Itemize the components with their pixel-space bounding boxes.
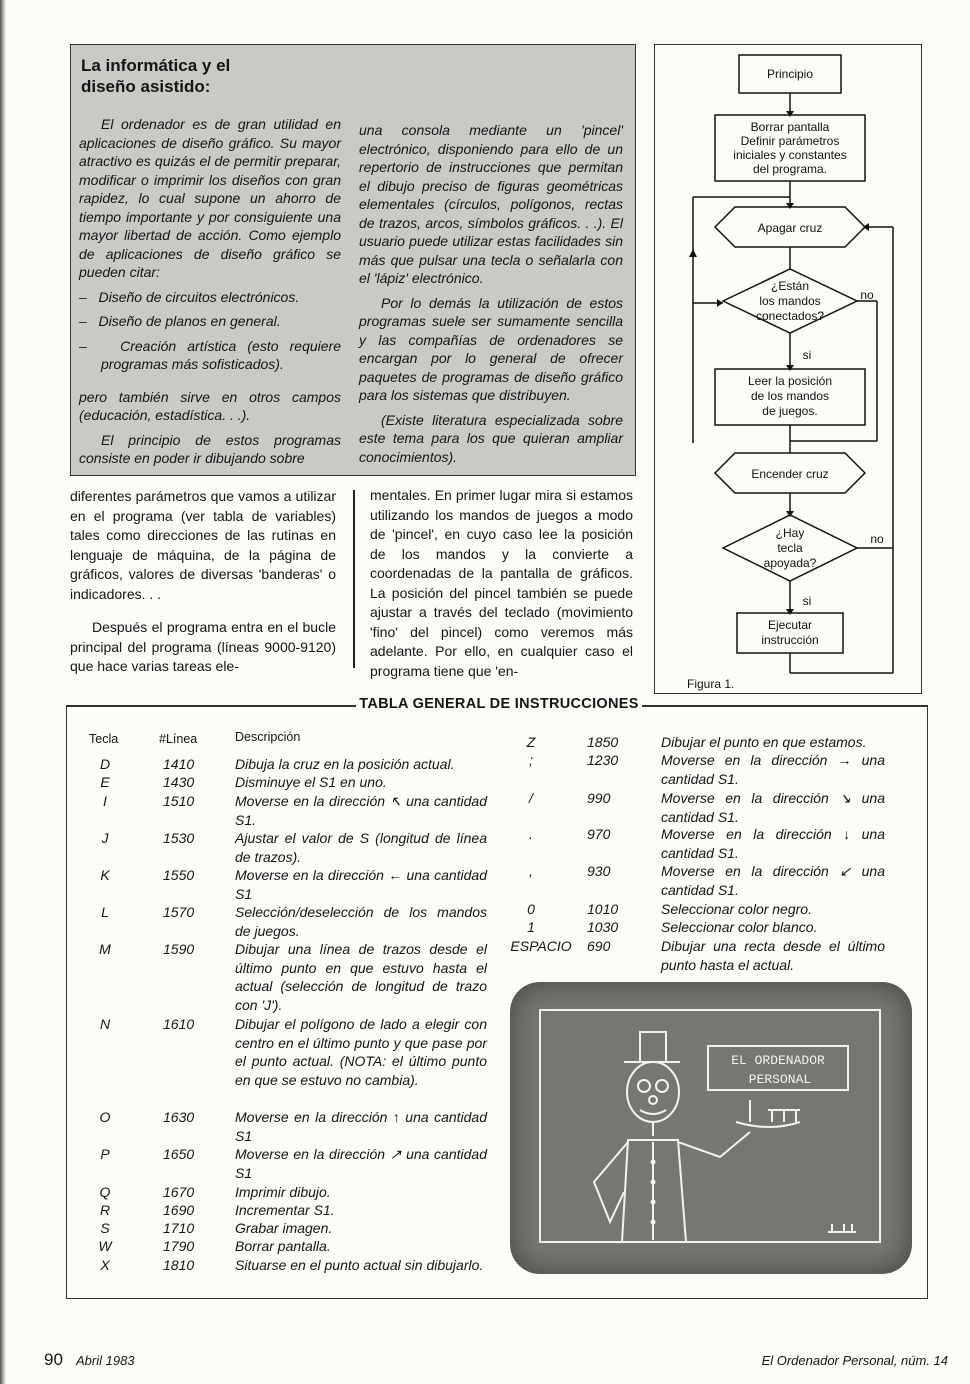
flow-yes-label: si: [802, 594, 812, 608]
sidebar-title: La informática y el diseño asistido:: [81, 56, 231, 96]
row-key: 1: [527, 919, 535, 935]
row-key: .: [529, 826, 533, 842]
body-paragraph: Después el programa entra en el bucle principal del programa (líneas 9000-9120) que hace varias tareas ele-: [70, 619, 336, 674]
row-key: Q: [99, 1184, 111, 1200]
row-key: ,: [529, 863, 533, 879]
row-key: S: [100, 1220, 110, 1236]
flow-yes-label: si: [802, 348, 812, 362]
body-paragraph: diferentes parámetros que vamos a utilizar en el programa (ver tabla de variables) tales como direcciones de las rutinas en lenguaje de máquina, de la página de gráficos, valores de diversas 'banderas' o indicadores. . .: [70, 488, 336, 602]
screen-sign-text: EL ORDENADOR: [731, 1053, 825, 1068]
issue-date: Abril 1983: [76, 1353, 135, 1368]
row-key: ;: [529, 752, 533, 768]
row-line: 1630: [163, 1109, 195, 1125]
flow-decision-2-label: tecla: [777, 541, 803, 555]
body-paragraph: mentales. En primer lugar mira si estamos utilizando los mandos de juegos a modo de 'pincel', en cuyo caso lee la posición de los mandos y la convierte a coordenadas de la pantalla de gráficos. La posición del pincel también se puede ajustar a través del teclado (movimiento 'fino' del pincel) como veremos más adelante. Por ello, en cualquier caso el programa tiene que 'en-: [370, 487, 633, 679]
row-key: L: [101, 904, 109, 920]
sidebar-list-item: – Diseño de circuitos electrónicos.: [79, 288, 300, 305]
row-line: 1650: [163, 1146, 195, 1162]
row-key: O: [99, 1109, 111, 1125]
row-line: 1230: [587, 752, 619, 768]
flow-cross-on-label: Encender cruz: [751, 467, 829, 481]
flow-decision-2-label: ¿Hay: [775, 526, 805, 540]
sidebar-paragraph: una consola mediante un 'pincel' electrónico, disponiendo para ello de un repertorio de instrucciones que permitan el dibujo preciso de figuras geométricas elementales (círculos, polígonos, rectas de trazos, arcos, símbolos gráficos. . .). El usuario puede utilizar estas facilidades sin más que pulsar una tecla o señalarla con el 'lápiz' electrónico.: [359, 122, 623, 286]
row-line: 1010: [587, 901, 619, 917]
row-desc: Situarse en el punto actual sin dibujarlo.: [235, 1257, 484, 1273]
row-line: 1030: [587, 919, 619, 935]
row-desc: Moverse en la dirección ↙ una cantidad S1.: [661, 863, 885, 898]
row-line: 1550: [163, 867, 195, 883]
row-line: 1510: [163, 793, 195, 809]
row-key: X: [100, 1257, 110, 1273]
row-line: 1610: [163, 1016, 195, 1032]
page-edge-shadow: [0, 0, 6, 1384]
row-line: 1710: [163, 1220, 195, 1236]
row-desc: Dibuja la cruz en la posición actual.: [235, 756, 455, 772]
row-key: ESPACIO: [510, 938, 572, 954]
row-desc: Dibujar una recta desde el último punto hasta el actual.: [661, 938, 885, 973]
flow-decision-1-label: los mandos: [759, 294, 821, 308]
row-desc: Moverse en la dirección ← una cantidad S1: [235, 867, 487, 902]
row-key: /: [529, 790, 533, 806]
flow-init-label: iniciales y constantes: [733, 148, 847, 162]
row-line: 1670: [163, 1184, 195, 1200]
flow-init-label: del programa.: [752, 162, 828, 176]
screen-drawing: [510, 982, 912, 1274]
row-line: 1850: [587, 734, 619, 750]
flow-init-label: Borrar pantalla: [750, 120, 830, 134]
table-header-desc: Descripción: [235, 730, 301, 744]
flow-cross-off-label: Apagar cruz: [757, 221, 823, 235]
flow-exec-label: instrucción: [761, 633, 819, 647]
sidebar-box: [70, 44, 636, 476]
row-desc: Selección/deselección de los mandos de juegos.: [235, 904, 487, 939]
row-desc: Grabar imagen.: [235, 1220, 333, 1236]
flow-decision-2-label: apoyada?: [763, 556, 817, 570]
flow-exec-label: Ejecutar: [767, 618, 813, 632]
table-header-key: Tecla: [89, 732, 119, 746]
flow-read-label: de juegos.: [762, 404, 818, 418]
row-desc: Moverse en la dirección ↖ una cantidad S1.: [235, 793, 487, 828]
table-title: TABLA GENERAL DE INSTRUCCIONES: [359, 696, 639, 712]
row-line: 930: [587, 863, 611, 879]
row-line: 1810: [163, 1257, 195, 1273]
column-divider: [353, 490, 355, 668]
row-key: M: [99, 941, 111, 957]
row-desc: Moverse en la dirección → una cantidad S1.: [661, 752, 885, 787]
sidebar-paragraph: pero también sirve en otros campos (educación, estadística. . .).: [79, 388, 341, 423]
flow-read-label: de los mandos: [750, 389, 830, 403]
row-desc: Disminuye el S1 en uno.: [235, 774, 387, 790]
row-line: 970: [587, 826, 611, 842]
row-key: D: [99, 756, 111, 772]
sidebar-right-column: [359, 121, 623, 472]
flowchart-figure: [654, 44, 922, 694]
sidebar-paragraph: El ordenador es de gran utilidad en aplicaciones de diseño gráfico. Su mayor atractivo es quizás el de permitir preparar, modificar o imprimir los diseños con gran rapidez, lo cual supone un ahorro de tiempo importante y por consiguiente una mayor libertad de acción. Como ejemplo de aplicaciones de diseño gráfico se pueden citar:: [79, 116, 341, 280]
row-desc: Dibujar una línea de trazos desde el último punto en que estuvo hasta el actual (selección de longitud de trazo con 'J').: [235, 941, 487, 1013]
row-line: 1570: [163, 904, 195, 920]
sidebar-list-item: – Diseño de planos en general.: [79, 313, 281, 329]
sidebar-paragraph: El principio de estos programas consiste en poder ir dibujando sobre: [79, 431, 341, 466]
row-desc: Seleccionar color negro.: [661, 901, 812, 917]
body-column-2: [370, 486, 633, 691]
flow-decision-1-label: ¿Están: [770, 279, 810, 293]
flow-no-label: no: [870, 532, 884, 546]
flow-start-label: Principio: [766, 67, 814, 81]
row-desc: Moverse en la dirección ↓ una cantidad S1.: [661, 826, 885, 861]
sidebar-paragraph: Por lo demás la utilización de estos programas suele ser sumamente sencilla y las compañías de ordenadores se encargan por lo general de ofrecer paquetes de programas de diseño gráfico para los sistemas que distribuyen.: [359, 294, 623, 403]
row-line: 990: [587, 790, 611, 806]
row-key: R: [99, 1202, 111, 1218]
flowchart-diagram: [655, 45, 923, 695]
row-desc: Moverse en la dirección ↗ una cantidad S1: [235, 1146, 487, 1181]
row-key: I: [103, 793, 107, 809]
sidebar-left-column: [79, 115, 341, 474]
row-key: K: [100, 867, 110, 883]
row-desc: Seleccionar color blanco.: [661, 919, 818, 935]
sidebar-paragraph: (Existe literatura especializada sobre este tema para los que quieran ampliar conocimientos).: [359, 411, 623, 465]
row-line: 1530: [163, 830, 195, 846]
sidebar-list-item: – Creación artística (esto requiere programas más sofisticados).: [79, 337, 341, 372]
row-desc: Incrementar S1.: [235, 1202, 335, 1218]
row-line: 1410: [163, 756, 195, 772]
row-desc: Dibujar el polígono de lado a elegir con centro en el último punto y que pase por el punto actual. (NOTA: el último punto en que se estuvo no cambia).: [235, 1016, 487, 1088]
row-key: Z: [526, 734, 536, 750]
row-key: J: [101, 830, 109, 846]
flow-read-label: Leer la posición: [747, 374, 833, 388]
flow-no-label: no: [860, 288, 874, 302]
page-number: 90: [44, 1350, 63, 1369]
screen-photo: [510, 982, 912, 1274]
row-line: 1690: [163, 1202, 195, 1218]
row-line: 1790: [163, 1238, 195, 1254]
row-desc: Moverse en la dirección ↘ una cantidad S1.: [661, 790, 885, 825]
row-line: 690: [587, 938, 611, 954]
row-desc: Borrar pantalla.: [235, 1238, 331, 1254]
body-column-1: [70, 487, 336, 687]
flow-decision-1-label: conectados?: [755, 309, 825, 323]
row-key: E: [100, 774, 110, 790]
magazine-name: El Ordenador Personal, núm. 14: [761, 1353, 948, 1368]
row-desc: Moverse en la dirección ↑ una cantidad S1: [235, 1109, 487, 1144]
row-line: 1430: [163, 774, 195, 790]
row-key: 0: [527, 901, 535, 917]
row-key: P: [100, 1146, 110, 1162]
row-line: 1590: [163, 941, 195, 957]
row-desc: Imprimir dibujo.: [235, 1184, 331, 1200]
screen-sign-text: PERSONAL: [748, 1072, 812, 1087]
table-header-line: #Línea: [159, 732, 198, 746]
screen-frame: [540, 1010, 880, 1242]
row-key: N: [99, 1016, 111, 1032]
figure-caption: Figura 1.: [687, 677, 735, 691]
row-desc: Ajustar el valor de S (longitud de línea de trazos).: [235, 830, 487, 865]
row-key: W: [98, 1238, 112, 1254]
row-desc: Dibujar el punto en que estamos.: [661, 734, 867, 750]
flow-init-label: Definir parámetros: [740, 134, 840, 148]
